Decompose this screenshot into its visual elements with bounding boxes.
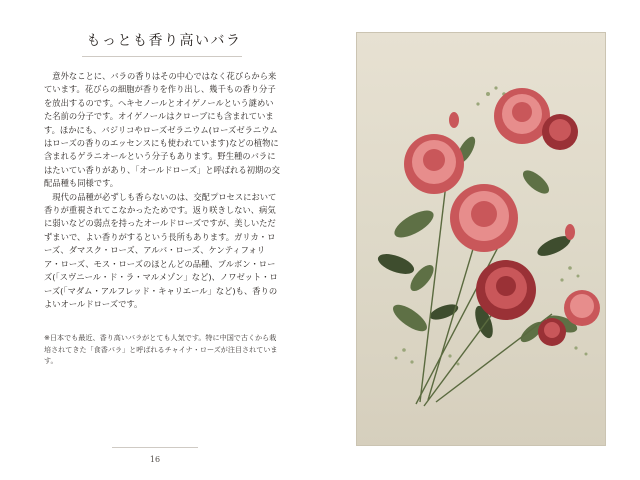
- leaf: [389, 300, 431, 336]
- rose-illustration: [356, 32, 606, 446]
- rose-left: [404, 134, 464, 194]
- paragraph-1: 意外なことに、バラの香りはその中心ではなく花びらから来ています。花びらの細胞が香りを作り出し、幾千もの香り分子を放出するのです。ヘキセノールとオイゲノールという謎めいた名前の分子です。オイゲノールはクローブにも含まれています。ほかにも、バジリコやローズゼラニウム(ローズゼラニウムはローズの香りのエッセンスにも使われています)などの植物に含まれるゲラニオールという分子もあります。野生種のバラにはたいてい香りがあり、「オールドローズ」と呼ばれる初期の交配品種も同様です。: [44, 71, 280, 189]
- title-rule: [82, 56, 242, 57]
- rose-center: [450, 184, 518, 252]
- leaf: [390, 205, 437, 243]
- page-number: 16: [149, 455, 161, 464]
- rose-top-right: [494, 88, 578, 150]
- stem: [436, 314, 552, 402]
- body-text: [44, 70, 280, 311]
- leaf: [375, 250, 416, 278]
- footer-rule: [112, 447, 198, 448]
- leaf: [428, 301, 460, 323]
- rose-bouquet-drawing: [356, 32, 606, 446]
- rose-lower-middle: [476, 260, 536, 320]
- paragraph-2: 現代の品種が必ずしも香らないのは、交配プロセスにおいて香りが重視されてこなかったためです。返り咲きしない、病気に弱いなどの弱点を持ったオールドローズですが、美しいただずまいで、よい香りがするという長所もあります。ガリカ・ローズ、ダマスク・ローズ、アルバ・ローズ、ケンティフォリア・ローズ、モス・ローズのほとんどの品種、ブルボン・ローズ(「スヴニール・ド・ラ・マルメゾン」など)、ノワゼット・ローズ(「マダム・アルフレッド・キャリエール」など)も、香りのよいオールドローズです。: [44, 191, 278, 309]
- page-title: もっとも香り高いバラ: [86, 33, 242, 49]
- leaf: [519, 166, 553, 197]
- footnote: ※日本でも最近、香り高いバラがとても人気です。特に中国で古くから栽培されてきた「食香バラ」と呼ばれるチャイナ・ローズが注目されています。: [44, 333, 278, 365]
